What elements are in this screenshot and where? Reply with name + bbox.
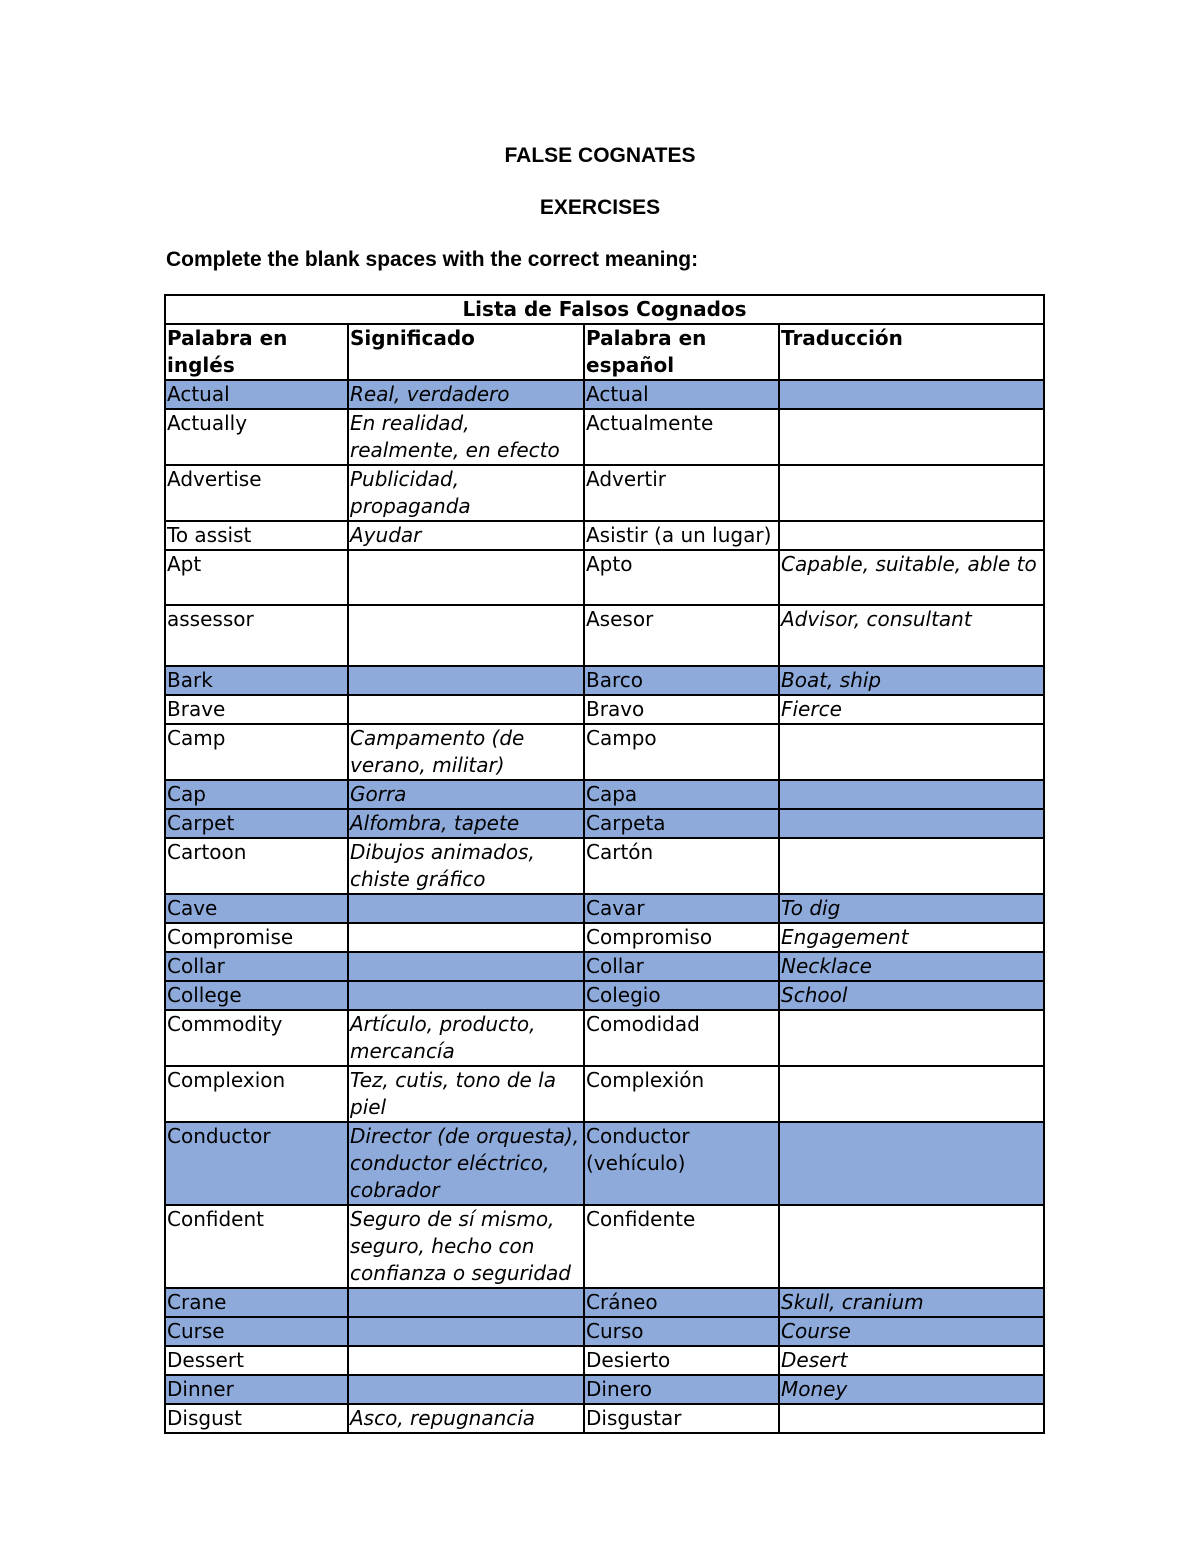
- table-row: [165, 981, 1044, 1010]
- cell-meaning: [348, 1288, 584, 1317]
- cell-spanish-word: Complexión: [584, 1066, 779, 1122]
- cell-english-word: Cap: [165, 780, 348, 809]
- cell-translation: [779, 1205, 1044, 1288]
- table-row: [165, 380, 1044, 409]
- cell-translation: Boat, ship: [779, 666, 1044, 695]
- cell-meaning: Asco, repugnancia: [348, 1404, 584, 1433]
- table-row: [165, 465, 1044, 521]
- cell-english-word: Commodity: [165, 1010, 348, 1066]
- table-caption: Lista de Falsos Cognados: [165, 295, 1044, 324]
- cell-spanish-word: Actual: [584, 380, 779, 409]
- cell-meaning: [348, 550, 584, 605]
- cell-spanish-word: Dinero: [584, 1375, 779, 1404]
- cell-spanish-word: Barco: [584, 666, 779, 695]
- table-row: [165, 1010, 1044, 1066]
- document-subtitle: EXERCISES: [539, 196, 661, 219]
- cell-translation: Capable, suitable, able to: [779, 550, 1044, 605]
- cell-translation: Fierce: [779, 695, 1044, 724]
- table-row: [165, 724, 1044, 780]
- table-row: [165, 1205, 1044, 1288]
- cell-meaning: Gorra: [348, 780, 584, 809]
- cell-spanish-word: Apto: [584, 550, 779, 605]
- cell-meaning: Ayudar: [348, 521, 584, 550]
- cell-spanish-word: Advertir: [584, 465, 779, 521]
- cell-spanish-word: Comodidad: [584, 1010, 779, 1066]
- table-row: [165, 666, 1044, 695]
- cell-meaning: [348, 1317, 584, 1346]
- cell-translation: Desert: [779, 1346, 1044, 1375]
- document-title: FALSE COGNATES: [504, 144, 696, 167]
- table-row: [165, 521, 1044, 550]
- cell-meaning: [348, 666, 584, 695]
- cell-meaning: Campamento (de verano, militar): [348, 724, 584, 780]
- cell-meaning: Dibujos animados, chiste gráfico: [348, 838, 584, 894]
- cell-spanish-word: Curso: [584, 1317, 779, 1346]
- header-meaning: Significado: [348, 324, 584, 380]
- cell-english-word: Dinner: [165, 1375, 348, 1404]
- cell-english-word: Actually: [165, 409, 348, 465]
- table-header-row: [165, 324, 1044, 380]
- table-row: [165, 894, 1044, 923]
- table-row: [165, 780, 1044, 809]
- cell-english-word: Collar: [165, 952, 348, 981]
- cell-english-word: Curse: [165, 1317, 348, 1346]
- cell-meaning: Publicidad, propaganda: [348, 465, 584, 521]
- cell-spanish-word: Capa: [584, 780, 779, 809]
- cell-english-word: Conductor: [165, 1122, 348, 1205]
- cell-translation: Advisor, consultant: [779, 605, 1044, 666]
- cell-translation: [779, 1122, 1044, 1205]
- table-row: [165, 838, 1044, 894]
- cell-meaning: En realidad, realmente, en efecto: [348, 409, 584, 465]
- instruction-text: Complete the blank spaces with the correct meaning:: [166, 248, 699, 271]
- cell-spanish-word: Asistir (a un lugar): [584, 521, 779, 550]
- cell-spanish-word: Confidente: [584, 1205, 779, 1288]
- cell-meaning: Tez, cutis, tono de la piel: [348, 1066, 584, 1122]
- cell-spanish-word: Disgustar: [584, 1404, 779, 1433]
- cell-english-word: Actual: [165, 380, 348, 409]
- cell-english-word: Carpet: [165, 809, 348, 838]
- cell-spanish-word: Cavar: [584, 894, 779, 923]
- cell-meaning: Alfombra, tapete: [348, 809, 584, 838]
- table-row: [165, 550, 1044, 605]
- cell-translation: [779, 380, 1044, 409]
- table-row: [165, 1375, 1044, 1404]
- table-row: [165, 1122, 1044, 1205]
- cell-meaning: [348, 952, 584, 981]
- cell-meaning: Real, verdadero: [348, 380, 584, 409]
- cell-translation: Necklace: [779, 952, 1044, 981]
- cell-spanish-word: Actualmente: [584, 409, 779, 465]
- cell-translation: School: [779, 981, 1044, 1010]
- cell-translation: [779, 521, 1044, 550]
- cell-translation: [779, 809, 1044, 838]
- header-english-word: Palabra en inglés: [165, 324, 348, 380]
- cell-translation: [779, 780, 1044, 809]
- cell-translation: [779, 724, 1044, 780]
- table-row: [165, 1346, 1044, 1375]
- cell-translation: [779, 465, 1044, 521]
- table-row: [165, 952, 1044, 981]
- cell-translation: [779, 1010, 1044, 1066]
- cell-spanish-word: Asesor: [584, 605, 779, 666]
- cell-english-word: To assist: [165, 521, 348, 550]
- table-row: [165, 605, 1044, 666]
- cell-meaning: [348, 605, 584, 666]
- cell-english-word: Compromise: [165, 923, 348, 952]
- table-row: [165, 1288, 1044, 1317]
- cell-english-word: Complexion: [165, 1066, 348, 1122]
- cell-spanish-word: Colegio: [584, 981, 779, 1010]
- cell-spanish-word: Carpeta: [584, 809, 779, 838]
- cell-spanish-word: Conductor (vehículo): [584, 1122, 779, 1205]
- cell-english-word: Crane: [165, 1288, 348, 1317]
- table-row: [165, 409, 1044, 465]
- cell-english-word: Cave: [165, 894, 348, 923]
- table-row: [165, 1317, 1044, 1346]
- cell-english-word: Apt: [165, 550, 348, 605]
- cell-meaning: [348, 923, 584, 952]
- table-row: [165, 1066, 1044, 1122]
- cell-english-word: assessor: [165, 605, 348, 666]
- cell-english-word: Cartoon: [165, 838, 348, 894]
- cell-spanish-word: Campo: [584, 724, 779, 780]
- table-row: [165, 809, 1044, 838]
- cell-translation: [779, 1066, 1044, 1122]
- cell-translation: [779, 409, 1044, 465]
- cell-english-word: Disgust: [165, 1404, 348, 1433]
- cell-meaning: [348, 981, 584, 1010]
- cell-translation: To dig: [779, 894, 1044, 923]
- cell-english-word: Camp: [165, 724, 348, 780]
- cell-spanish-word: Collar: [584, 952, 779, 981]
- cell-translation: Course: [779, 1317, 1044, 1346]
- cell-meaning: [348, 894, 584, 923]
- cell-meaning: [348, 1346, 584, 1375]
- cell-english-word: Dessert: [165, 1346, 348, 1375]
- cell-meaning: [348, 1375, 584, 1404]
- table-row: [165, 695, 1044, 724]
- cell-meaning: Artículo, producto, mercancía: [348, 1010, 584, 1066]
- header-spanish-word: Palabra en español: [584, 324, 779, 380]
- cell-spanish-word: Bravo: [584, 695, 779, 724]
- table-row: [165, 1404, 1044, 1433]
- cell-spanish-word: Compromiso: [584, 923, 779, 952]
- cell-english-word: Brave: [165, 695, 348, 724]
- cell-english-word: Advertise: [165, 465, 348, 521]
- cell-meaning: [348, 695, 584, 724]
- header-translation: Traducción: [779, 324, 1044, 380]
- cell-meaning: Seguro de sí mismo, seguro, hecho con confianza o seguridad: [348, 1205, 584, 1288]
- false-cognates-table: [164, 294, 1045, 1434]
- cell-translation: Skull, cranium: [779, 1288, 1044, 1317]
- cell-spanish-word: Cartón: [584, 838, 779, 894]
- table-row: [165, 923, 1044, 952]
- cell-spanish-word: Desierto: [584, 1346, 779, 1375]
- cell-english-word: Confident: [165, 1205, 348, 1288]
- cell-spanish-word: Cráneo: [584, 1288, 779, 1317]
- table-caption-row: [165, 295, 1044, 324]
- cell-translation: Engagement: [779, 923, 1044, 952]
- cell-translation: Money: [779, 1375, 1044, 1404]
- cell-english-word: College: [165, 981, 348, 1010]
- cell-translation: [779, 1404, 1044, 1433]
- cell-translation: [779, 838, 1044, 894]
- cell-english-word: Bark: [165, 666, 348, 695]
- cell-meaning: Director (de orquesta), conductor eléctrico, cobrador: [348, 1122, 584, 1205]
